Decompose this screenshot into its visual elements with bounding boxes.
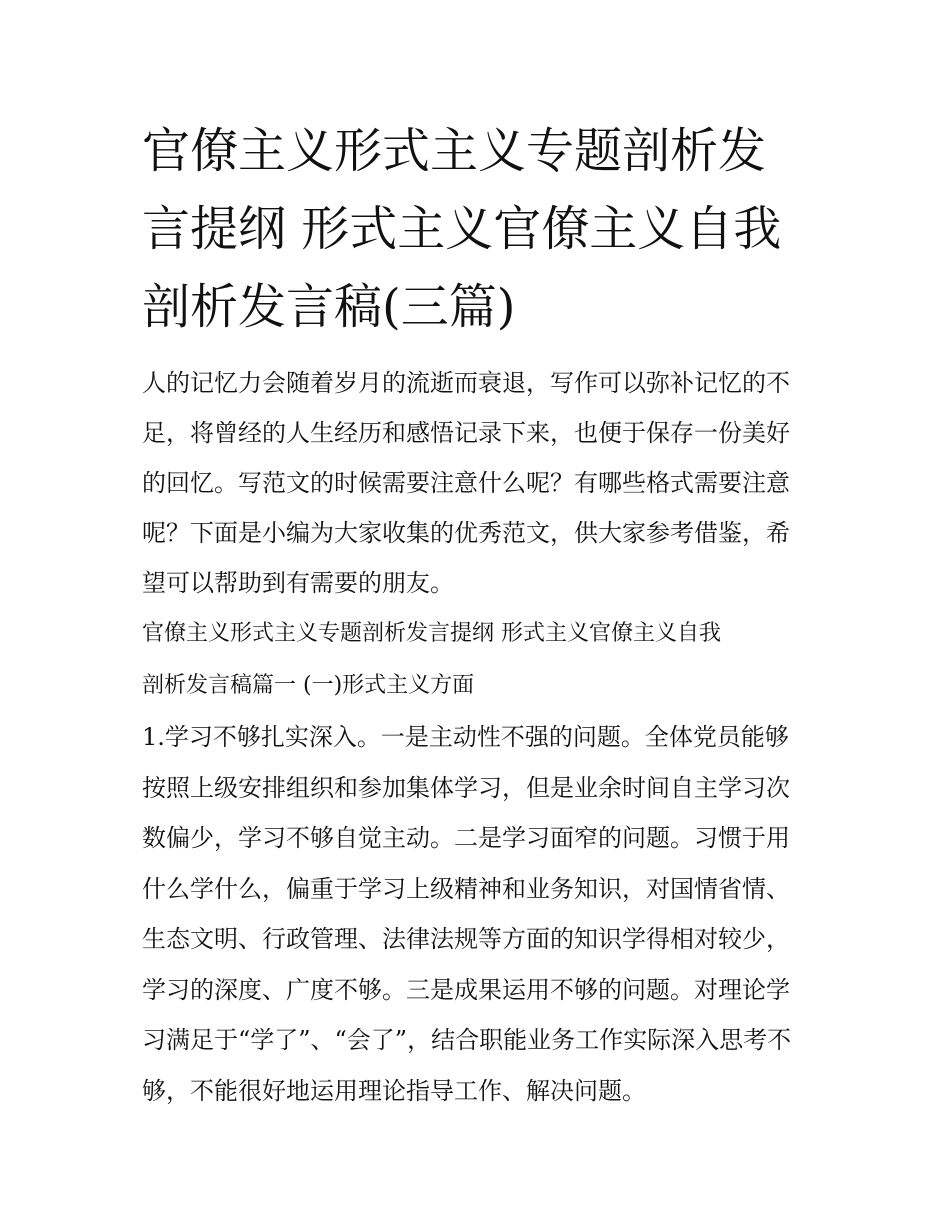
body-line: 习满足于“学了”、“会了”，结合职能业务工作实际深入思考不 xyxy=(142,1026,792,1054)
body-line: 1.学习不够扎实深入。一是主动性不强的问题。全体党员能够 xyxy=(142,723,789,751)
body-line: 什么学什么，偏重于学习上级精神和业务知识，对国情省情、 xyxy=(142,874,790,903)
section-heading-line: 官僚主义形式主义专题剖析发言提纲 形式主义官僚主义自我 xyxy=(142,621,721,646)
body-line: 按照上级安排组织和参加集体学习，但是业余时间自主学习次 xyxy=(142,773,790,802)
title-line: 剖析发言稿(三篇) xyxy=(142,279,516,335)
intro-line: 足，将曾经的人生经历和感悟记录下来，也便于保存一份美好 xyxy=(142,419,790,447)
section-heading-line: 剖析发言稿篇一 (一)形式主义方面 xyxy=(142,673,475,698)
intro-line: 的回忆。写范文的时候需要注意什么呢？有哪些格式需要注意 xyxy=(142,469,790,497)
body-line: 够，不能很好地运用理论指导工作、解决问题。 xyxy=(142,1076,646,1105)
intro-line: 望可以帮助到有需要的朋友。 xyxy=(142,569,454,597)
body-line: 生态文明、行政管理、法律法规等方面的知识学得相对较少， xyxy=(142,925,790,953)
intro-line: 呢？下面是小编为大家收集的优秀范文，供大家参考借鉴，希 xyxy=(142,519,790,547)
document-title xyxy=(142,112,812,346)
intro-line: 人的记忆力会随着岁月的流逝而衰退，写作可以弥补记忆的不 xyxy=(142,369,790,397)
title-line: 官僚主义形式主义专题剖析发 xyxy=(142,123,767,179)
body-line: 学习的深度、广度不够。三是成果运用不够的问题。对理论学 xyxy=(142,975,790,1004)
title-line: 言提纲 形式主义官僚主义自我 xyxy=(142,201,782,257)
intro-paragraph xyxy=(142,358,812,608)
body-line: 数偏少，学习不够自觉主动。二是学习面窄的问题。习惯于用 xyxy=(142,824,790,852)
section-heading xyxy=(142,608,812,712)
body-paragraph xyxy=(142,712,812,1116)
